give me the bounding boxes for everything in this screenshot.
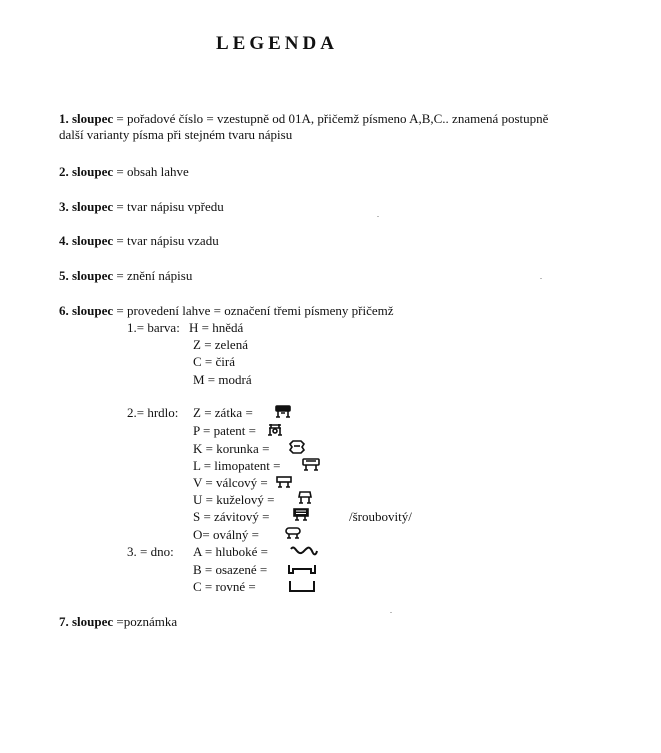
hrdlo-item: L = limopatent =: [193, 458, 281, 473]
dno-item: B = osazené =: [193, 562, 268, 577]
column-description: =poznámka: [113, 614, 178, 629]
hrdlo-item: U = kuželový =: [193, 492, 275, 507]
column-description: = tvar nápisu vzadu: [113, 233, 219, 248]
barva-item: H = hnědá: [189, 320, 244, 335]
crown-neck-icon: [288, 440, 306, 455]
column-description: = znění nápisu: [113, 268, 193, 283]
stepped-bottom-icon: [287, 561, 317, 577]
column-label: 4. sloupec: [59, 233, 114, 248]
oval-neck-icon: [284, 527, 302, 540]
cylindrical-neck-icon: [275, 476, 293, 489]
column-label: 1. sloupec: [59, 111, 114, 126]
barva-item: C = čirá: [193, 354, 235, 369]
column-label: 6. sloupec: [59, 303, 114, 318]
limopatent-neck-icon: [301, 458, 321, 472]
dno-item: C = rovné =: [193, 579, 256, 594]
barva-item: M = modrá: [193, 372, 252, 387]
barva-heading: 1.= barva:: [127, 320, 180, 335]
deep-bottom-icon: [289, 543, 319, 559]
column-4-entry: [59, 233, 219, 249]
hrdlo-heading: 2.= hrdlo:: [127, 405, 179, 420]
hrdlo-item: P = patent =: [193, 423, 256, 438]
column-5-entry: [59, 268, 192, 284]
scan-speck: [540, 278, 542, 279]
column-description: = pořadové číslo = vzestupně od 01A, přičemž písmeno A,B,C.. znamená postupně: [113, 111, 549, 126]
hrdlo-item: S = závitový =: [193, 509, 270, 524]
hrdlo-item: Z = zátka =: [193, 405, 253, 420]
column-description: = obsah lahve: [113, 164, 189, 179]
conical-neck-icon: [296, 491, 314, 505]
column-7-entry: [59, 614, 177, 630]
column-label: 5. sloupec: [59, 268, 114, 283]
dno-heading: 3. = dno:: [127, 544, 174, 559]
scan-speck: [377, 216, 379, 217]
column-label: 7. sloupec: [59, 614, 114, 629]
threaded-note: /šroubovitý/: [349, 509, 412, 524]
patent-neck-icon: [266, 423, 284, 437]
dno-item: A = hluboké =: [193, 544, 268, 559]
threaded-neck-icon: [292, 508, 310, 522]
scan-speck: [390, 612, 392, 613]
hrdlo-item: K = korunka =: [193, 441, 270, 456]
page-title: LEGENDA: [216, 33, 338, 54]
hrdlo-item: V = válcový =: [193, 475, 268, 490]
column-description: = tvar nápisu vpředu: [113, 199, 224, 214]
flat-bottom-icon: [287, 578, 317, 594]
column-2-entry: [59, 164, 189, 180]
cork-neck-icon: [274, 405, 292, 419]
barva-item: Z = zelená: [193, 337, 248, 352]
column-label: 2. sloupec: [59, 164, 114, 179]
column-description-cont: další varianty písma při stejném tvaru nápisu: [59, 127, 293, 142]
column-6-entry: [59, 303, 394, 319]
hrdlo-item: O= oválný =: [193, 527, 259, 542]
column-label: 3. sloupec: [59, 199, 114, 214]
column-3-entry: [59, 199, 224, 215]
column-description: = provedení lahve = označení třemi písmeny přičemž: [113, 303, 394, 318]
